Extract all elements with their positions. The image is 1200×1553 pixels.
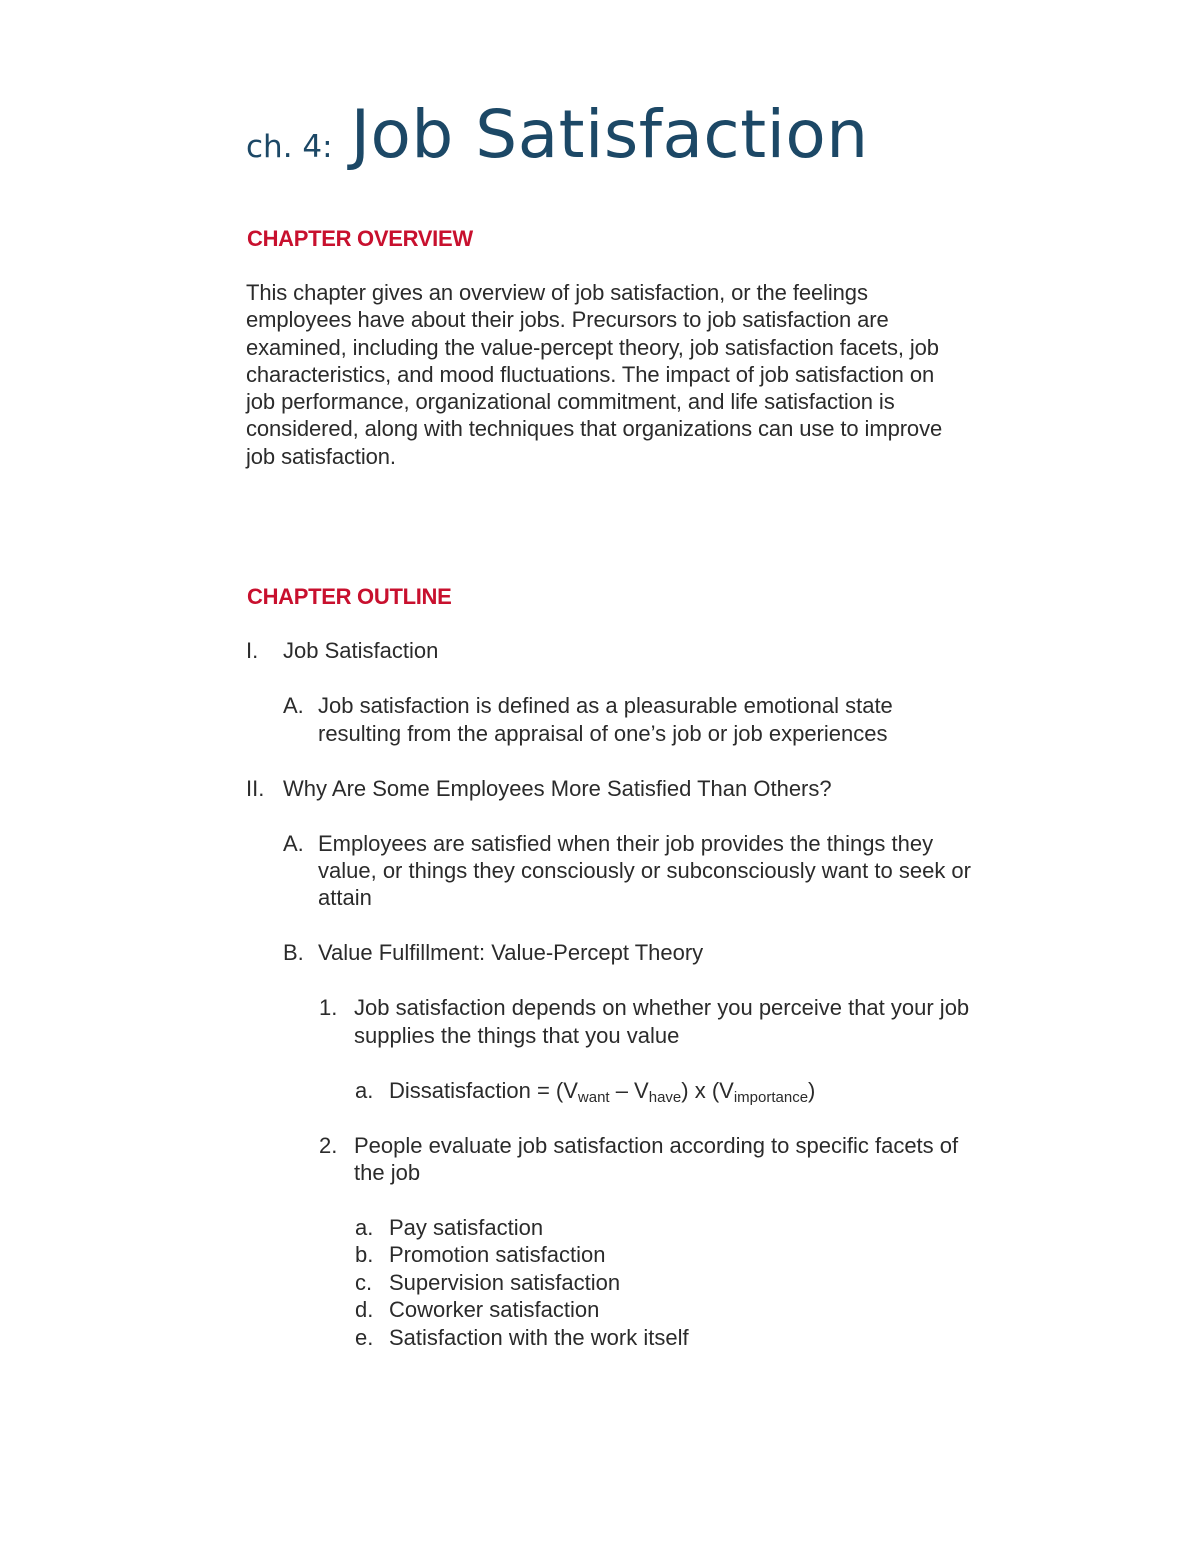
overview-line: job satisfaction. [246, 443, 396, 469]
formula-close: ) [808, 1078, 816, 1103]
section-1-title: Job Satisfaction [283, 638, 439, 663]
section-2a-line: value, or things they consciously or subconsciously want to seek or [318, 858, 971, 883]
outline-marker-IIB: B. [283, 940, 304, 965]
section-1a-line: resulting from the appraisal of one’s job or job experiences [318, 721, 888, 746]
outline-marker-II: II. [246, 776, 265, 801]
point-1-line: Job satisfaction depends on whether you perceive that your job [354, 995, 970, 1020]
chapter-number: ch. 4: [246, 129, 333, 165]
formula-sub-have: have [648, 1089, 682, 1106]
outline-marker-IA: A. [283, 693, 304, 718]
section-2-title: Why Are Some Employees More Satisfied Than Others? [283, 776, 832, 801]
formula-sub-importance: importance [733, 1089, 809, 1106]
section-1a-line: Job satisfaction is defined as a pleasurable emotional state [318, 693, 893, 718]
chapter-name: Job Satisfaction [350, 96, 869, 173]
section-2a-line: attain [318, 885, 372, 910]
facet-item: Promotion satisfaction [389, 1242, 606, 1267]
facet-item: Satisfaction with the work itself [389, 1325, 689, 1350]
outline-marker-IIB1a: a. [355, 1078, 374, 1103]
facet-marker: e. [355, 1325, 374, 1350]
formula-times: ) x (V [681, 1078, 734, 1103]
point-2-line: the job [354, 1160, 421, 1185]
dissatisfaction-formula [389, 1077, 815, 1104]
point-2-line: People evaluate job satisfaction according to specific facets of [354, 1133, 959, 1158]
facet-marker: d. [355, 1297, 374, 1322]
overview-line: examined, including the value-percept theory, job satisfaction facets, job [246, 334, 939, 360]
outline-heading: CHAPTER OUTLINE [247, 584, 452, 609]
point-1-line: supplies the things that you value [354, 1023, 680, 1048]
facet-item: Supervision satisfaction [389, 1270, 621, 1295]
section-2b-title: Value Fulfillment: Value-Percept Theory [318, 940, 704, 965]
facet-marker: c. [355, 1270, 373, 1295]
overview-line: employees have about their jobs. Precursors to job satisfaction are [246, 307, 889, 333]
facet-item: Coworker satisfaction [389, 1297, 600, 1322]
facet-marker: b. [355, 1242, 374, 1267]
outline-marker-IIB2: 2. [319, 1133, 338, 1158]
outline-marker-I: I. [246, 638, 259, 663]
chapter-title [246, 96, 869, 173]
overview-line: characteristics, and mood fluctuations. The impact of job satisfaction on [246, 361, 935, 387]
overview-heading: CHAPTER OVERVIEW [247, 226, 473, 251]
facet-item: Pay satisfaction [389, 1215, 544, 1240]
formula-lead: Dissatisfaction = (V [389, 1078, 578, 1103]
formula-sub-want: want [577, 1089, 610, 1106]
facet-marker: a. [355, 1215, 374, 1240]
outline-marker-IIA: A. [283, 831, 304, 856]
section-2a-line: Employees are satisfied when their job provides the things they [318, 831, 934, 856]
outline-marker-IIB1: 1. [319, 995, 338, 1020]
overview-line: considered, along with techniques that organizations can use to improve [246, 416, 943, 442]
formula-minus: – V [609, 1078, 649, 1103]
overview-paragraph [246, 279, 1036, 470]
overview-line: This chapter gives an overview of job satisfaction, or the feelings [246, 280, 868, 305]
overview-line: job performance, organizational commitment, and life satisfaction is [246, 389, 895, 415]
